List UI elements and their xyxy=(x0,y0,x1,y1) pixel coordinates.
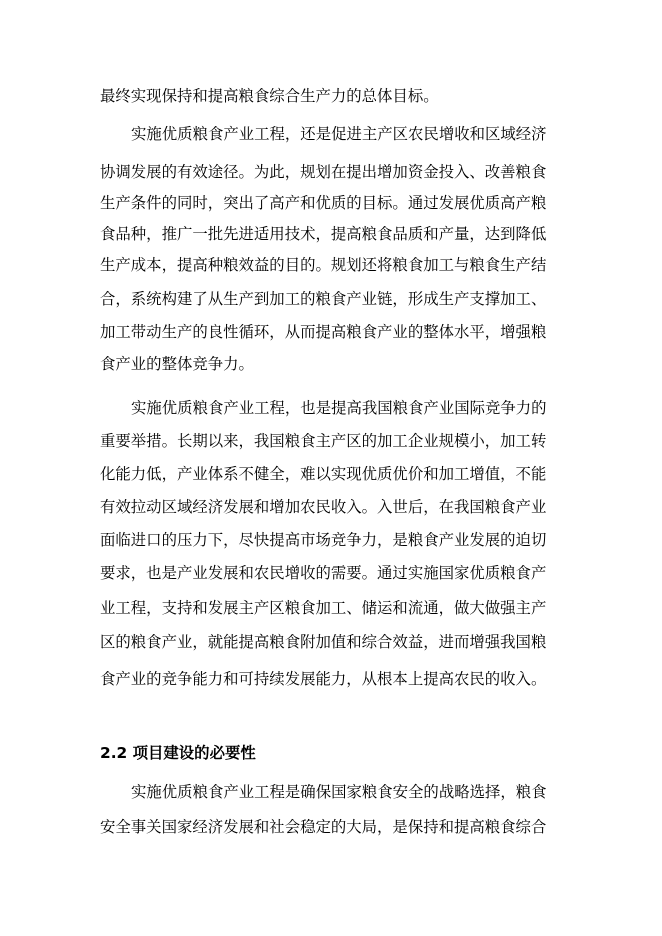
text-line: 加工带动生产的良性循环，从而提高粮食产业的整体水平，增强粮 xyxy=(100,323,547,341)
text-line: 食品种，推广一批先进适用技术，提高粮食品质和产量，达到降低 xyxy=(100,225,547,243)
text-line: 面临进口的压力下，尽快提高市场竞争力，是粮食产业发展的迫切 xyxy=(100,531,547,549)
paragraph-first-line: 实施优质粮食产业工程，也是提高我国粮食产业国际竞争力的 xyxy=(131,399,547,417)
text-line: 业工程，支持和发展主产区粮食加工、储运和流通，做大做强主产 xyxy=(100,599,547,617)
text-line: 化能力低，产业体系不健全，难以实现优质优价和加工增值，不能 xyxy=(100,465,547,483)
text-line: 重要举措。长期以来，我国粮食主产区的加工企业规模小，加工转 xyxy=(100,432,547,450)
text-line: 要求，也是产业发展和农民增收的需要。通过实施国家优质粮食产 xyxy=(100,564,547,582)
text-line: 安全事关国家经济发展和社会稳定的大局，是保持和提高粮食综合 xyxy=(100,818,547,836)
text-line: 区的粮食产业，就能提高粮食附加值和综合效益，进而增强我国粮 xyxy=(100,633,547,651)
section-heading: 2.2 项目建设的必要性 xyxy=(100,744,256,762)
paragraph-first-line: 实施优质粮食产业工程是确保国家粮食安全的战略选择，粮食 xyxy=(131,783,547,801)
text-line: 最终实现保持和提高粮食综合生产力的总体目标。 xyxy=(100,87,439,105)
text-line: 合，系统构建了从生产到加工的粮食产业链，形成生产支撑加工、 xyxy=(100,290,547,308)
text-line: 生产条件的同时，突出了高产和优质的目标。通过发展优质高产粮 xyxy=(100,194,547,212)
text-line: 协调发展的有效途径。为此，规划在提出增加资金投入、改善粮食 xyxy=(100,163,547,181)
paragraph-first-line: 实施优质粮食产业工程，还是促进主产区农民增收和区域经济 xyxy=(131,125,547,143)
text-line: 有效拉动区域经济发展和增加农民收入。入世后，在我国粮食产业 xyxy=(100,498,547,516)
text-line: 生产成本，提高种粮效益的目的。规划还将粮食加工与粮食生产结 xyxy=(100,256,547,274)
text-line: 食产业的整体竞争力。 xyxy=(100,355,254,373)
text-line: 食产业的竞争能力和可持续发展能力，从根本上提高农民的收入。 xyxy=(100,670,547,688)
